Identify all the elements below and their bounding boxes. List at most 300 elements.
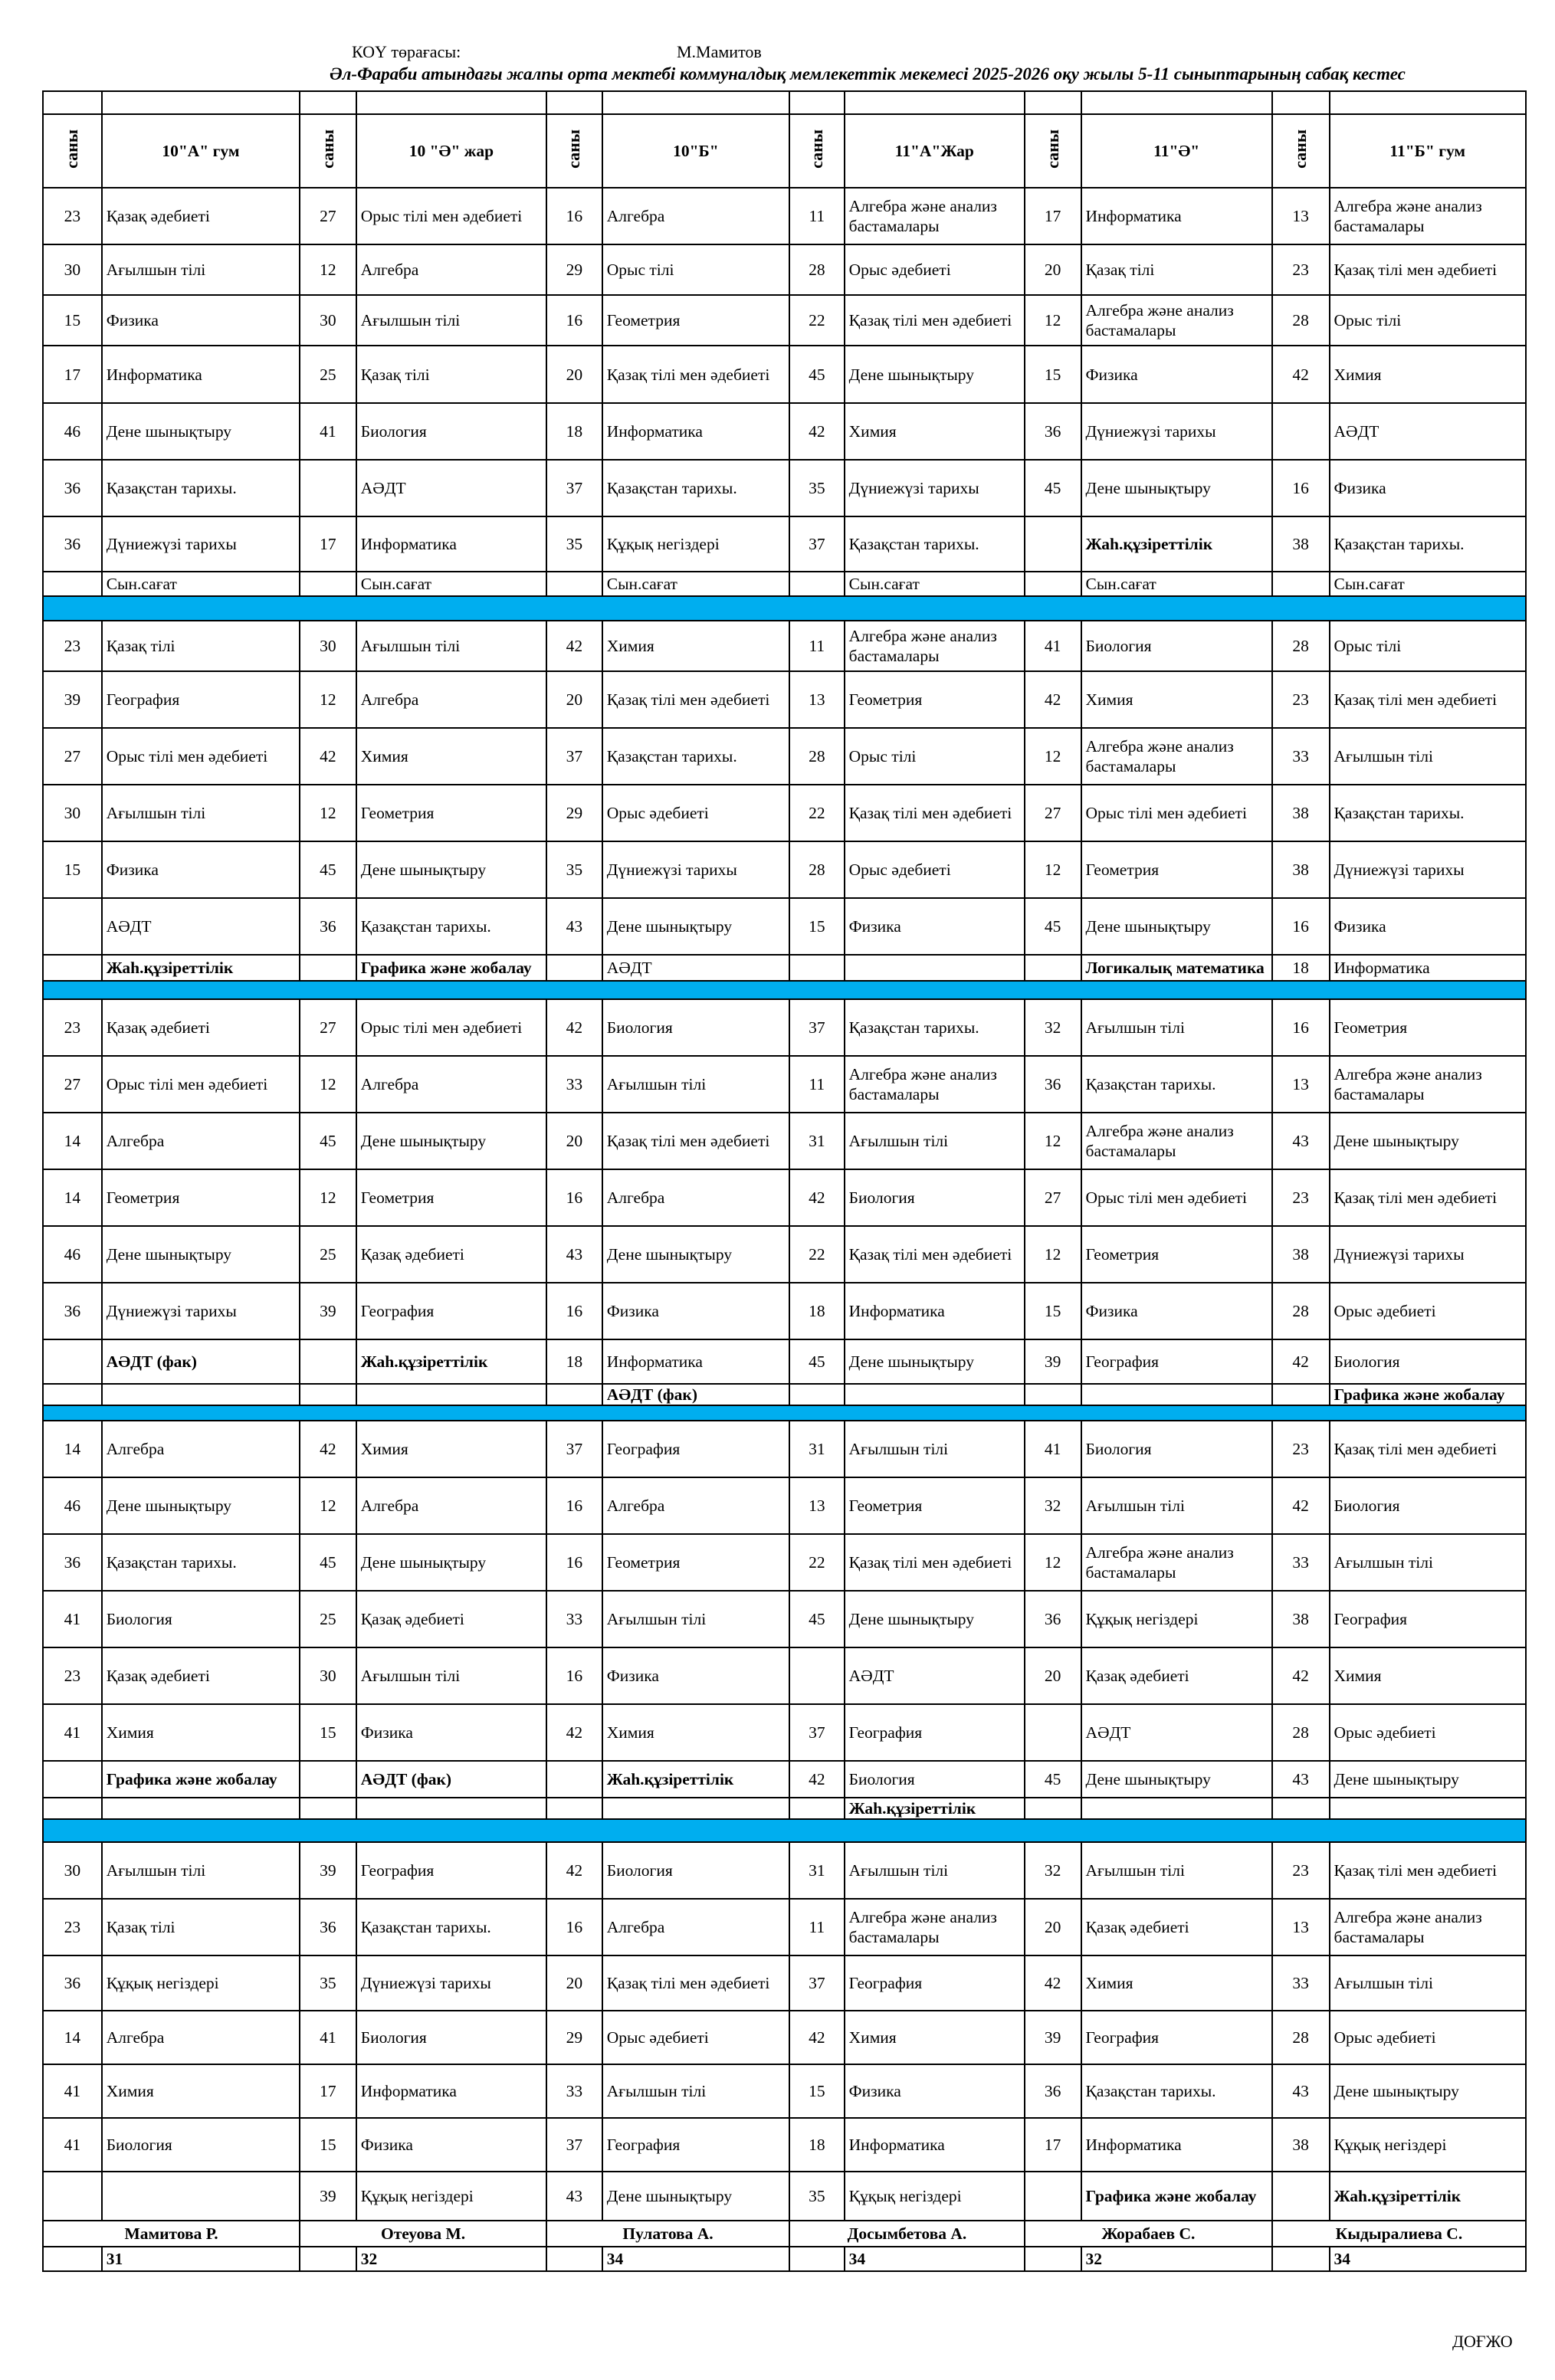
room-number: 11 xyxy=(789,1899,845,1955)
subject-cell: Қазақстан тарихы. xyxy=(102,1534,300,1591)
room-number: 12 xyxy=(1025,841,1081,898)
room-number xyxy=(300,1384,356,1405)
room-number: 15 xyxy=(1025,346,1081,403)
room-number: 32 xyxy=(1025,1477,1081,1534)
subject-cell: Орыс әдебиеті xyxy=(602,2011,789,2064)
room-number: 17 xyxy=(1025,188,1081,244)
subject-cell: Физика xyxy=(1330,460,1526,516)
lesson-row xyxy=(43,955,1526,981)
subject-cell: Информатика xyxy=(1081,188,1272,244)
lesson-row xyxy=(43,188,1526,244)
lesson-row xyxy=(43,2011,1526,2064)
room-number: 28 xyxy=(1272,2011,1330,2064)
day-separator-bar xyxy=(43,981,1526,999)
subject-cell: Алгебра және анализ бастамалары xyxy=(845,621,1025,671)
room-number: 16 xyxy=(546,1477,602,1534)
room-number: 36 xyxy=(1025,2064,1081,2118)
room-number: 12 xyxy=(300,244,356,295)
subject-cell: Химия xyxy=(845,2011,1025,2064)
subject-cell: Информатика xyxy=(1330,955,1526,981)
subject-cell: Құқық негіздері xyxy=(102,1955,300,2011)
subject-cell: Орыс әдебиеті xyxy=(845,244,1025,295)
room-number: 20 xyxy=(546,346,602,403)
subject-cell: Графика және жобалау xyxy=(1330,1384,1526,1405)
subject-cell: Дүниежүзі тарихы xyxy=(102,1283,300,1339)
subject-cell: Дене шынықтыру xyxy=(1330,1113,1526,1169)
room-number: 18 xyxy=(546,1339,602,1384)
subject-cell: Алгебра және анализ бастамалары xyxy=(845,188,1025,244)
room-number: 29 xyxy=(546,244,602,295)
subject-cell: Алгебра және анализ бастамалары xyxy=(845,1056,1025,1113)
subject-cell: Дене шынықтыру xyxy=(102,403,300,460)
day-separator xyxy=(43,1819,1526,1842)
subject-cell: Алгебра xyxy=(356,1477,546,1534)
room-number: 41 xyxy=(43,2118,102,2172)
subject-cell: АӘДТ (фак) xyxy=(602,1384,789,1405)
room-number: 30 xyxy=(43,1842,102,1899)
room-number: 30 xyxy=(43,785,102,841)
subject-cell: Физика xyxy=(602,1283,789,1339)
room-number: 22 xyxy=(789,295,845,346)
room-number: 18 xyxy=(789,2118,845,2172)
room-number: 16 xyxy=(546,1647,602,1704)
room-number: 42 xyxy=(789,1761,845,1798)
teacher-name: Кыдыралиева С. xyxy=(1272,2221,1526,2247)
room-number: 16 xyxy=(1272,999,1330,1056)
blank-cell xyxy=(789,91,845,114)
room-number: 25 xyxy=(300,1591,356,1647)
totals-spacer xyxy=(546,2247,602,2271)
room-number: 33 xyxy=(546,1591,602,1647)
subject-cell: Алгебра xyxy=(602,1477,789,1534)
room-number xyxy=(789,1647,845,1704)
lesson-row xyxy=(43,671,1526,728)
subject-cell: Қазақстан тарихы. xyxy=(602,460,789,516)
room-number: 37 xyxy=(789,1955,845,2011)
room-number: 27 xyxy=(300,999,356,1056)
lesson-row xyxy=(43,1704,1526,1761)
room-number xyxy=(300,1798,356,1819)
subject-cell: Қазақстан тарихы. xyxy=(102,460,300,516)
subject-cell: Дене шынықтыру xyxy=(1081,460,1272,516)
room-number: 16 xyxy=(546,295,602,346)
room-number: 37 xyxy=(546,460,602,516)
blank-cell xyxy=(356,91,546,114)
subject-cell: Сын.сағат xyxy=(602,572,789,596)
lesson-row xyxy=(43,346,1526,403)
lesson-row xyxy=(43,1955,1526,2011)
room-number: 28 xyxy=(1272,621,1330,671)
subject-cell: Алгебра xyxy=(102,1113,300,1169)
subject-cell: Жаһ.құзіреттілік xyxy=(356,1339,546,1384)
room-number: 41 xyxy=(43,2064,102,2118)
room-number xyxy=(300,955,356,981)
subject-cell: Қазақ тілі мен әдебиеті xyxy=(1330,1842,1526,1899)
room-number: 13 xyxy=(1272,1056,1330,1113)
subject-cell xyxy=(102,2172,300,2221)
room-number: 42 xyxy=(1025,671,1081,728)
room-number xyxy=(1025,1704,1081,1761)
subject-cell: Биология xyxy=(1330,1339,1526,1384)
subject-cell xyxy=(1330,1798,1526,1819)
lesson-row xyxy=(43,1798,1526,1819)
room-number: 42 xyxy=(1272,1339,1330,1384)
room-number: 31 xyxy=(789,1421,845,1477)
subject-cell: Информатика xyxy=(845,2118,1025,2172)
subject-cell: Орыс тілі мен әдебиеті xyxy=(1081,785,1272,841)
room-number: 23 xyxy=(1272,1421,1330,1477)
subject-cell: Орыс тілі xyxy=(845,728,1025,785)
subject-cell: География xyxy=(102,671,300,728)
room-number: 46 xyxy=(43,1477,102,1534)
footer-code: ДОҒЖО xyxy=(1452,2332,1513,2351)
room-number: 28 xyxy=(789,244,845,295)
blank-cell xyxy=(1025,91,1081,114)
room-number xyxy=(43,1761,102,1798)
subject-cell xyxy=(845,1384,1025,1405)
blank-cell xyxy=(43,91,102,114)
subject-cell: Дүниежүзі тарихы xyxy=(1330,1226,1526,1283)
room-number xyxy=(1272,1798,1330,1819)
schedule-body xyxy=(43,91,1526,2271)
count-header-label: саны xyxy=(1042,129,1062,169)
subject-cell: Алгебра және анализ бастамалары xyxy=(1081,1534,1272,1591)
lesson-row xyxy=(43,1283,1526,1339)
subject-cell: Информатика xyxy=(1081,2118,1272,2172)
room-number: 23 xyxy=(43,1647,102,1704)
room-number xyxy=(1025,572,1081,596)
subject-cell: Физика xyxy=(845,2064,1025,2118)
subject-cell: Химия xyxy=(1081,1955,1272,2011)
blank-cell xyxy=(102,91,300,114)
room-number xyxy=(789,955,845,981)
class-header-row xyxy=(43,114,1526,188)
room-number: 42 xyxy=(546,999,602,1056)
subject-cell: Қазақстан тарихы. xyxy=(602,728,789,785)
subject-cell: Орыс тілі мен әдебиеті xyxy=(356,999,546,1056)
subject-cell: География xyxy=(1081,2011,1272,2064)
room-number: 23 xyxy=(1272,244,1330,295)
subject-cell: Биология xyxy=(356,403,546,460)
room-number: 13 xyxy=(789,671,845,728)
room-number: 43 xyxy=(546,2172,602,2221)
class-header: 10 "Ә" жар xyxy=(356,114,546,188)
room-number: 27 xyxy=(43,1056,102,1113)
count-header xyxy=(300,114,356,188)
subject-cell: География xyxy=(602,2118,789,2172)
subject-cell: Қазақстан тарихы. xyxy=(356,898,546,955)
room-number: 39 xyxy=(1025,2011,1081,2064)
room-number xyxy=(546,572,602,596)
room-number: 36 xyxy=(300,1899,356,1955)
room-number: 35 xyxy=(546,516,602,572)
room-number: 18 xyxy=(546,403,602,460)
lesson-row xyxy=(43,2064,1526,2118)
subject-cell: АӘДТ (фак) xyxy=(102,1339,300,1384)
room-number: 20 xyxy=(546,1113,602,1169)
room-number: 12 xyxy=(300,671,356,728)
room-number: 12 xyxy=(1025,1534,1081,1591)
room-number: 36 xyxy=(1025,403,1081,460)
subject-cell: Физика xyxy=(356,2118,546,2172)
room-number: 36 xyxy=(43,1955,102,2011)
subject-cell: Жаһ.құзіреттілік xyxy=(845,1798,1025,1819)
day-separator-bar xyxy=(43,1405,1526,1421)
subject-cell: Қазақ тілі мен әдебиеті xyxy=(602,346,789,403)
room-number: 14 xyxy=(43,1169,102,1226)
subject-cell: Қазақстан тарихы. xyxy=(845,999,1025,1056)
room-number: 45 xyxy=(1025,1761,1081,1798)
subject-cell: Ағылшын тілі xyxy=(845,1421,1025,1477)
lesson-row xyxy=(43,244,1526,295)
lesson-total: 34 xyxy=(1330,2247,1526,2271)
subject-cell: Алгебра және анализ бастамалары xyxy=(1330,1899,1526,1955)
subject-cell: Информатика xyxy=(602,1339,789,1384)
room-number: 30 xyxy=(300,621,356,671)
subject-cell: Қазақ тілі мен әдебиеті xyxy=(1330,1169,1526,1226)
room-number: 45 xyxy=(789,1591,845,1647)
room-number: 36 xyxy=(1025,1056,1081,1113)
subject-cell: Ағылшын тілі xyxy=(356,1647,546,1704)
room-number: 30 xyxy=(300,295,356,346)
room-number: 35 xyxy=(300,1955,356,2011)
room-number: 38 xyxy=(1272,516,1330,572)
lesson-row xyxy=(43,1113,1526,1169)
count-header-label: саны xyxy=(806,129,826,169)
subject-cell: Қазақ әдебиеті xyxy=(356,1226,546,1283)
subject-cell: Геометрия xyxy=(1081,841,1272,898)
lesson-row xyxy=(43,1647,1526,1704)
subject-cell: Химия xyxy=(102,1704,300,1761)
lesson-row xyxy=(43,572,1526,596)
room-number xyxy=(1272,572,1330,596)
page-title: Әл-Фараби атындағы жалпы орта мектебі коммуналдық мемлекеттік мекемесі 2025-2026 оқу жылы 5-11 сыныптарының сабақ кестес xyxy=(330,64,1406,84)
day-separator-bar xyxy=(43,1819,1526,1842)
subject-cell: Алгебра және анализ бастамалары xyxy=(845,1899,1025,1955)
subject-cell: Информатика xyxy=(356,516,546,572)
room-number: 18 xyxy=(1272,955,1330,981)
room-number: 37 xyxy=(789,1704,845,1761)
blank-cell xyxy=(602,91,789,114)
room-number: 16 xyxy=(546,1899,602,1955)
lesson-total: 31 xyxy=(102,2247,300,2271)
room-number: 36 xyxy=(300,898,356,955)
room-number: 38 xyxy=(1272,1591,1330,1647)
subject-cell: Қазақстан тарихы. xyxy=(1330,785,1526,841)
lesson-row xyxy=(43,2172,1526,2221)
subject-cell: Ағылшын тілі xyxy=(1081,999,1272,1056)
room-number xyxy=(43,955,102,981)
lesson-row xyxy=(43,1842,1526,1899)
room-number xyxy=(300,1339,356,1384)
count-header-label: саны xyxy=(317,129,337,169)
subject-cell: Дене шынықтыру xyxy=(356,1113,546,1169)
room-number xyxy=(1025,1798,1081,1819)
subject-cell: АӘДТ xyxy=(102,898,300,955)
room-number: 42 xyxy=(789,2011,845,2064)
subject-cell: Орыс әдебиеті xyxy=(1330,2011,1526,2064)
subject-cell: Информатика xyxy=(102,346,300,403)
subject-cell: Дүниежүзі тарихы xyxy=(1081,403,1272,460)
room-number: 28 xyxy=(789,728,845,785)
subject-cell: Ағылшын тілі xyxy=(602,1056,789,1113)
subject-cell: Информатика xyxy=(845,1283,1025,1339)
room-number: 23 xyxy=(43,621,102,671)
room-number xyxy=(43,898,102,955)
room-number xyxy=(43,1339,102,1384)
subject-cell: АӘДТ xyxy=(1081,1704,1272,1761)
lesson-row xyxy=(43,295,1526,346)
subject-cell: Сын.сағат xyxy=(356,572,546,596)
subject-cell: Ағылшын тілі xyxy=(356,621,546,671)
room-number: 17 xyxy=(300,2064,356,2118)
room-number: 43 xyxy=(1272,2064,1330,2118)
subject-cell: География xyxy=(1330,1591,1526,1647)
subject-cell: Құқық негіздері xyxy=(845,2172,1025,2221)
subject-cell: Ағылшын тілі xyxy=(1081,1477,1272,1534)
room-number: 13 xyxy=(789,1477,845,1534)
room-number: 27 xyxy=(43,728,102,785)
room-number: 46 xyxy=(43,1226,102,1283)
subject-cell: Химия xyxy=(602,621,789,671)
room-number: 27 xyxy=(300,188,356,244)
room-number: 17 xyxy=(43,346,102,403)
subject-cell: АӘДТ xyxy=(602,955,789,981)
room-number: 41 xyxy=(1025,621,1081,671)
count-header xyxy=(1272,114,1330,188)
subject-cell: Химия xyxy=(845,403,1025,460)
subject-cell: Қазақ тілі мен әдебиеті xyxy=(845,1534,1025,1591)
subject-cell: Ағылшын тілі xyxy=(1330,1534,1526,1591)
room-number: 45 xyxy=(300,1534,356,1591)
room-number: 23 xyxy=(43,999,102,1056)
room-number: 16 xyxy=(546,188,602,244)
room-number: 27 xyxy=(1025,785,1081,841)
schedule-table xyxy=(42,90,1527,2272)
room-number: 12 xyxy=(300,785,356,841)
subject-cell: Орыс тілі мен әдебиеті xyxy=(102,728,300,785)
room-number: 39 xyxy=(300,1283,356,1339)
subject-cell: Ағылшын тілі xyxy=(845,1842,1025,1899)
subject-cell: Орыс тілі мен әдебиеті xyxy=(1081,1169,1272,1226)
subject-cell: Қазақ тілі мен әдебиеті xyxy=(1330,671,1526,728)
day-separator xyxy=(43,1405,1526,1421)
subject-cell: Дене шынықтыру xyxy=(1330,2064,1526,2118)
room-number: 33 xyxy=(1272,728,1330,785)
subject-cell: Физика xyxy=(845,898,1025,955)
room-number: 12 xyxy=(1025,1113,1081,1169)
lesson-row xyxy=(43,1169,1526,1226)
room-number: 32 xyxy=(1025,999,1081,1056)
room-number: 45 xyxy=(789,346,845,403)
subject-cell: Биология xyxy=(356,2011,546,2064)
subject-cell: Қазақ тілі мен әдебиеті xyxy=(845,295,1025,346)
room-number: 15 xyxy=(1025,1283,1081,1339)
subject-cell: Дене шынықтыру xyxy=(845,346,1025,403)
room-number: 15 xyxy=(789,898,845,955)
subject-cell: Қазақ тілі мен әдебиеті xyxy=(845,785,1025,841)
room-number: 32 xyxy=(1025,1842,1081,1899)
totals-spacer xyxy=(789,2247,845,2271)
subject-cell: География xyxy=(356,1283,546,1339)
teacher-name: Мамитова Р. xyxy=(43,2221,300,2247)
subject-cell: Орыс тілі xyxy=(1330,295,1526,346)
subject-cell: Қазақ әдебиеті xyxy=(102,999,300,1056)
room-number: 20 xyxy=(1025,1899,1081,1955)
room-number: 41 xyxy=(300,2011,356,2064)
subject-cell: География xyxy=(602,1421,789,1477)
room-number: 36 xyxy=(43,1534,102,1591)
subject-cell: Химия xyxy=(1081,671,1272,728)
room-number: 42 xyxy=(1272,1477,1330,1534)
room-number: 15 xyxy=(43,295,102,346)
room-number: 28 xyxy=(1272,1283,1330,1339)
subject-cell: Ағылшын тілі xyxy=(845,1113,1025,1169)
room-number: 42 xyxy=(1272,346,1330,403)
room-number: 30 xyxy=(43,244,102,295)
subject-cell: Биология xyxy=(845,1169,1025,1226)
room-number: 20 xyxy=(546,1955,602,2011)
lesson-total: 32 xyxy=(356,2247,546,2271)
subject-cell: Геометрия xyxy=(845,1477,1025,1534)
room-number xyxy=(1272,2172,1330,2221)
room-number: 43 xyxy=(1272,1761,1330,1798)
room-number xyxy=(300,460,356,516)
totals-spacer xyxy=(1272,2247,1330,2271)
subject-cell: Геометрия xyxy=(1081,1226,1272,1283)
subject-cell: География xyxy=(356,1842,546,1899)
room-number: 12 xyxy=(1025,728,1081,785)
subject-cell: Алгебра және анализ бастамалары xyxy=(1330,188,1526,244)
room-number xyxy=(789,1384,845,1405)
day-separator-bar xyxy=(43,596,1526,621)
room-number xyxy=(546,955,602,981)
subject-cell: Логикалық математика xyxy=(1081,955,1272,981)
room-number: 20 xyxy=(546,671,602,728)
blank-cell xyxy=(1272,91,1330,114)
room-number: 36 xyxy=(43,460,102,516)
subject-cell: Жаһ.құзіреттілік xyxy=(602,1761,789,1798)
room-number: 30 xyxy=(300,1647,356,1704)
subject-cell: Биология xyxy=(102,1591,300,1647)
subject-cell: Геометрия xyxy=(845,671,1025,728)
subject-cell: Химия xyxy=(1330,1647,1526,1704)
room-number: 25 xyxy=(300,346,356,403)
subject-cell: Биология xyxy=(845,1761,1025,1798)
lesson-row xyxy=(43,1384,1526,1405)
subject-cell xyxy=(102,1798,300,1819)
totals-spacer xyxy=(1025,2247,1081,2271)
count-header xyxy=(1025,114,1081,188)
room-number: 41 xyxy=(300,403,356,460)
room-number: 28 xyxy=(789,841,845,898)
room-number: 39 xyxy=(300,2172,356,2221)
subject-cell xyxy=(1081,1798,1272,1819)
lesson-row xyxy=(43,1421,1526,1477)
subject-cell: Алгебра және анализ бастамалары xyxy=(1330,1056,1526,1113)
room-number: 37 xyxy=(546,2118,602,2172)
subject-cell: Графика және жобалау xyxy=(102,1761,300,1798)
room-number xyxy=(43,572,102,596)
subject-cell: Қазақ әдебиеті xyxy=(1081,1647,1272,1704)
subject-cell: Сын.сағат xyxy=(845,572,1025,596)
room-number: 45 xyxy=(300,841,356,898)
room-number xyxy=(1272,1384,1330,1405)
room-number xyxy=(300,572,356,596)
subject-cell: Қазақстан тарихы. xyxy=(356,1899,546,1955)
subject-cell xyxy=(602,1798,789,1819)
room-number xyxy=(789,572,845,596)
